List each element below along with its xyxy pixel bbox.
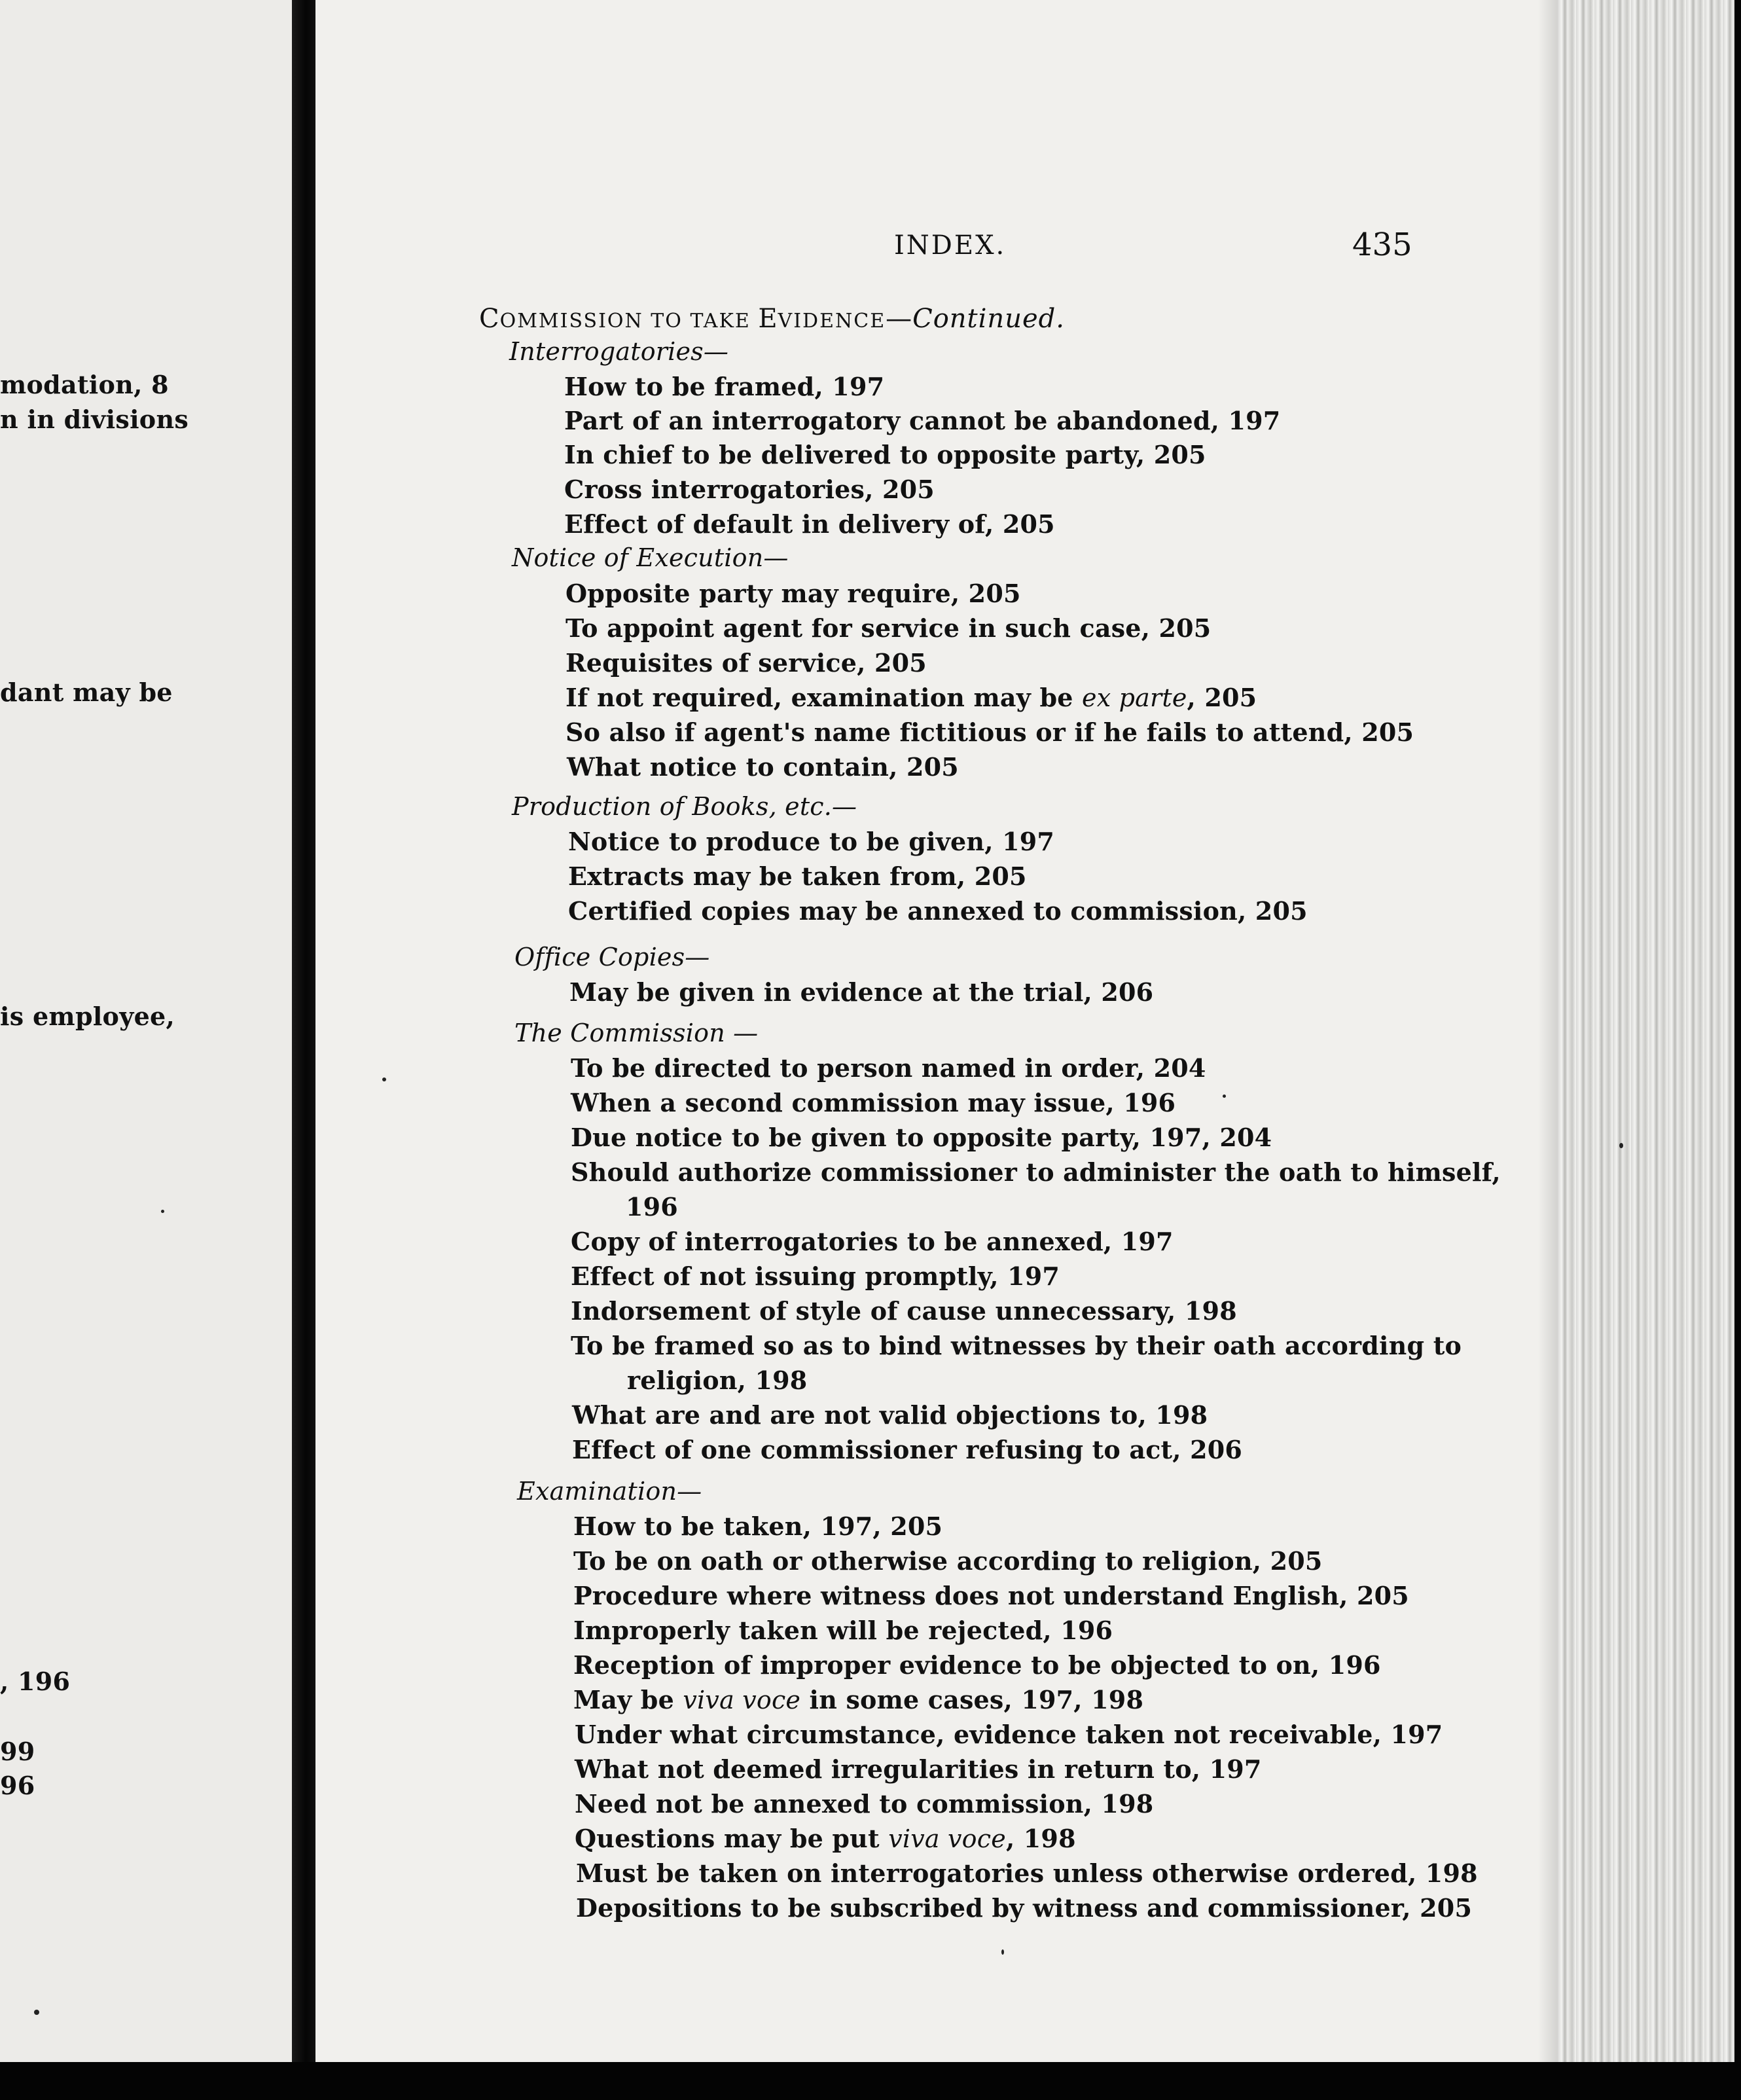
index-entry-continuation: 196 <box>626 1192 678 1222</box>
latin-phrase: viva voce <box>683 1686 801 1714</box>
facing-page-left <box>0 0 292 2100</box>
index-entry: What notice to contain, 205 <box>567 752 959 782</box>
page-block-edges <box>1558 0 1734 2100</box>
index-entry: To be directed to person named in order, 204 <box>571 1053 1206 1083</box>
index-entry: If not required, examination may be ex parte, 205 <box>565 683 1257 712</box>
ink-speck <box>161 1210 164 1213</box>
page-number: 435 <box>1352 226 1412 263</box>
index-entry: Effect of one commissioner refusing to act, 206 <box>572 1435 1243 1464</box>
index-entry: Should authorize commissioner to administer the oath to himself, <box>571 1157 1501 1187</box>
index-entry: To be framed so as to bind witnesses by their oath according to <box>571 1331 1462 1360</box>
index-entry: What not deemed irregularities in return to, 197 <box>575 1754 1262 1784</box>
index-entry: Copy of interrogatories to be annexed, 197 <box>571 1227 1174 1256</box>
ink-speck <box>34 2010 39 2015</box>
subheading-office-copies: Office Copies— <box>514 943 710 971</box>
left-page-fragment: n in divisions <box>0 405 189 434</box>
left-page-fragment: 99 <box>0 1737 35 1766</box>
index-entry: Improperly taken will be rejected, 196 <box>573 1616 1113 1645</box>
latin-phrase: viva voce <box>888 1824 1006 1853</box>
scan-border <box>0 2062 1741 2100</box>
index-entry: Need not be annexed to commission, 198 <box>575 1789 1154 1819</box>
index-entry: Reception of improper evidence to be objected to on, 196 <box>573 1650 1381 1680</box>
index-entry: Certified copies may be annexed to commission, 205 <box>568 896 1308 926</box>
index-entry: Part of an interrogatory cannot be abandoned, 197 <box>564 406 1281 435</box>
subheading-notice-of-execution: Notice of Execution— <box>512 543 789 572</box>
subheading-the-commission: The Commission — <box>514 1019 759 1047</box>
left-page-fragment: modation, 8 <box>0 370 169 399</box>
ink-speck <box>1619 1143 1623 1148</box>
index-entry: Effect of default in delivery of, 205 <box>564 509 1055 539</box>
index-entry: How to be taken, 197, 205 <box>573 1512 943 1541</box>
ink-speck <box>382 1077 386 1081</box>
index-entry: May be viva voce in some cases, 197, 198 <box>573 1685 1144 1714</box>
index-entry: Due notice to be given to opposite party, 197, 204 <box>571 1123 1272 1152</box>
index-entry: Indorsement of style of cause unnecessary, 198 <box>571 1296 1237 1326</box>
index-entry: To be on oath or otherwise according to religion, 205 <box>573 1546 1323 1576</box>
index-entry-continuation: religion, 198 <box>627 1366 808 1395</box>
left-page-fragment: , 196 <box>0 1667 71 1696</box>
subheading-interrogatories: Interrogatories— <box>509 337 729 366</box>
subheading-production-of-books: Production of Books, etc.— <box>512 792 857 821</box>
running-title: INDEX. <box>894 230 1007 261</box>
left-page-fragment: dant may be <box>0 678 173 707</box>
index-entry: Cross interrogatories, 205 <box>564 475 935 504</box>
index-entry: What are and are not valid objections to, 198 <box>572 1400 1208 1430</box>
index-entry: May be given in evidence at the trial, 206 <box>569 977 1154 1007</box>
index-entry: Questions may be put viva voce, 198 <box>575 1824 1076 1853</box>
index-entry: In chief to be delivered to opposite party, 205 <box>564 440 1206 469</box>
index-heading: COMMISSION TO TAKE EVIDENCE—Continued. <box>479 304 1065 334</box>
ink-speck <box>1223 1095 1226 1098</box>
index-entry: Depositions to be subscribed by witness and commissioner, 205 <box>576 1893 1473 1923</box>
left-page-fragment: 96 <box>0 1771 35 1800</box>
index-entry: Effect of not issuing promptly, 197 <box>571 1261 1060 1291</box>
ink-speck <box>1001 1949 1004 1955</box>
index-entry: Opposite party may require, 205 <box>565 579 1021 608</box>
index-entry: How to be framed, 197 <box>564 372 885 401</box>
index-entry: To appoint agent for service in such case, 205 <box>565 613 1212 643</box>
index-entry: Extracts may be taken from, 205 <box>568 861 1027 891</box>
book-gutter <box>292 0 315 2100</box>
left-page-fragment: is employee, <box>0 1002 175 1031</box>
index-entry: Must be taken on interrogatories unless otherwise ordered, 198 <box>576 1858 1478 1888</box>
subheading-examination: Examination— <box>517 1477 702 1506</box>
index-entry: When a second commission may issue, 196 <box>571 1088 1176 1117</box>
index-entry: Notice to produce to be given, 197 <box>568 827 1054 856</box>
index-entry: Requisites of service, 205 <box>565 648 927 678</box>
index-entry: So also if agent's name fictitious or if he fails to attend, 205 <box>565 717 1414 747</box>
latin-phrase: ex parte <box>1082 683 1187 712</box>
index-entry: Procedure where witness does not understand English, 205 <box>573 1581 1409 1610</box>
index-entry: Under what circumstance, evidence taken not receivable, 197 <box>575 1720 1443 1749</box>
